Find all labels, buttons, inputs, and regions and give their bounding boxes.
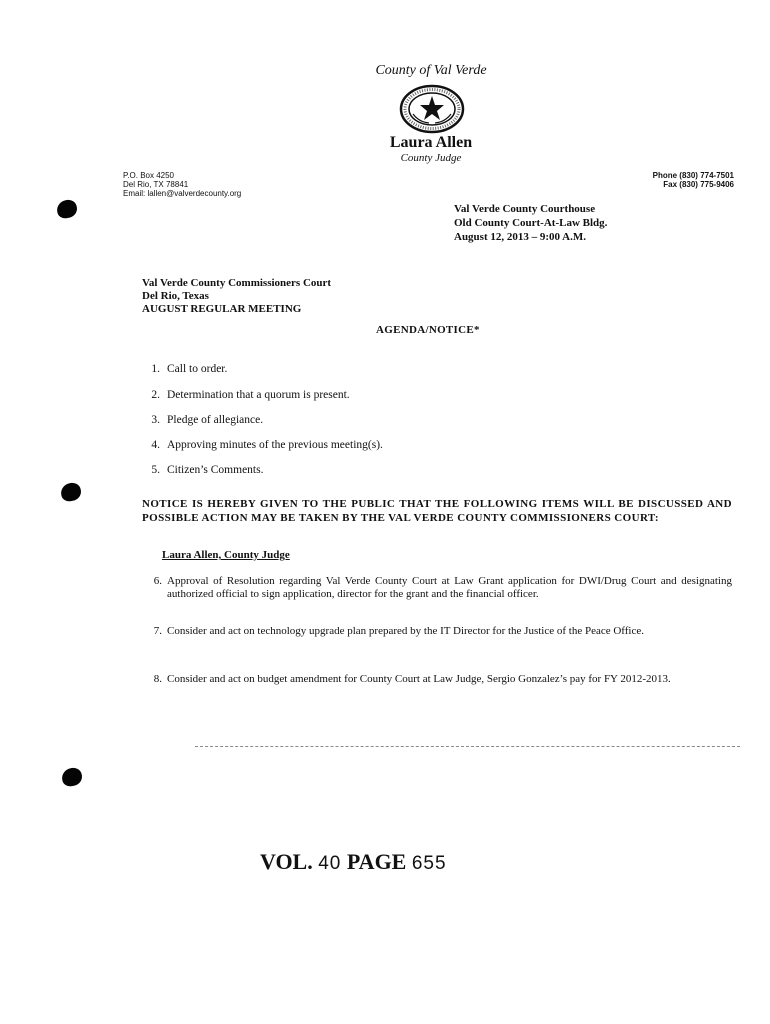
item-number: 5. xyxy=(151,464,160,476)
meeting-type: AUGUST REGULAR MEETING xyxy=(142,303,302,315)
county-seal-icon xyxy=(399,84,465,134)
public-notice: NOTICE IS HEREBY GIVEN TO THE PUBLIC THAT THE FOLLOWING ITEMS WILL BE DISCUSSED AND POSSIBLE ACTION MAY BE TAKEN BY THE VAL VERDE COUNTY COMMISSIONERS COURT: xyxy=(142,498,732,524)
venue-line: Val Verde County Courthouse xyxy=(454,203,596,215)
section-heading: Laura Allen, County Judge xyxy=(162,549,290,561)
court-name: Val Verde County Commissioners Court xyxy=(142,277,332,289)
page-label: PAGE xyxy=(346,849,407,874)
meeting-date: August 12, 2013 – 9:00 A.M. xyxy=(454,231,587,243)
item-number: 2. xyxy=(151,389,160,401)
address-line: P.O. Box 4250 xyxy=(123,171,174,180)
agenda-item xyxy=(142,625,732,638)
venue-line: Old County Court-At-Law Bldg. xyxy=(454,217,608,229)
item-text: Consider and act on budget amendment for County Court at Law Judge, Sergio Gonzalez’s pay for FY 2012-2013. xyxy=(167,673,671,685)
item-number: 8. xyxy=(153,673,162,685)
contact-numbers xyxy=(653,171,734,189)
item-text: Consider and act on technology upgrade plan prepared by the IT Director for the Justice of the Peace Office. xyxy=(167,625,645,637)
item-number: 3. xyxy=(151,414,160,426)
item-number: 7. xyxy=(153,625,162,637)
mailing-address xyxy=(123,171,241,198)
item-text: Determination that a quorum is present. xyxy=(167,389,350,401)
email-line: Email: lallen@valverdecounty.org xyxy=(123,189,242,198)
judge-name: Laura Allen xyxy=(389,134,473,151)
judge-title: County Judge xyxy=(400,152,462,164)
agenda-title: AGENDA/NOTICE* xyxy=(376,324,480,336)
binder-hole xyxy=(60,482,82,503)
scan-rule xyxy=(195,746,740,747)
item-text: Pledge of allegiance. xyxy=(167,414,264,426)
item-text: Approving minutes of the previous meeting(s). xyxy=(167,439,383,451)
volume-number: 40 xyxy=(318,853,342,874)
phone-number: Phone (830) 774-7501 xyxy=(652,171,734,180)
item-text: Approval of Resolution regarding Val Verde County Court at Law Grant application for DWI/Drug Court and designating authorized official to sign application, director for the grant and the financial officer. xyxy=(167,575,732,600)
agenda-item xyxy=(142,673,732,686)
page-number: 655 xyxy=(411,853,447,874)
binder-hole xyxy=(61,767,83,788)
county-name: County of Val Verde xyxy=(375,63,487,78)
address-line: Del Rio, TX 78841 xyxy=(123,180,189,189)
item-text: Call to order. xyxy=(167,363,228,375)
court-heading xyxy=(142,277,331,316)
item-number: 1. xyxy=(151,363,160,375)
court-location: Del Rio, Texas xyxy=(142,290,209,302)
item-text: Citizen’s Comments. xyxy=(167,464,264,476)
volume-page-stamp xyxy=(260,849,447,875)
fax-number: Fax (830) 775-9406 xyxy=(663,180,734,189)
binder-hole xyxy=(56,199,78,220)
volume-label: VOL. xyxy=(260,849,313,874)
meeting-venue xyxy=(454,202,607,244)
agenda-item xyxy=(142,575,732,600)
item-number: 4. xyxy=(151,439,160,451)
item-number: 6. xyxy=(153,575,162,587)
